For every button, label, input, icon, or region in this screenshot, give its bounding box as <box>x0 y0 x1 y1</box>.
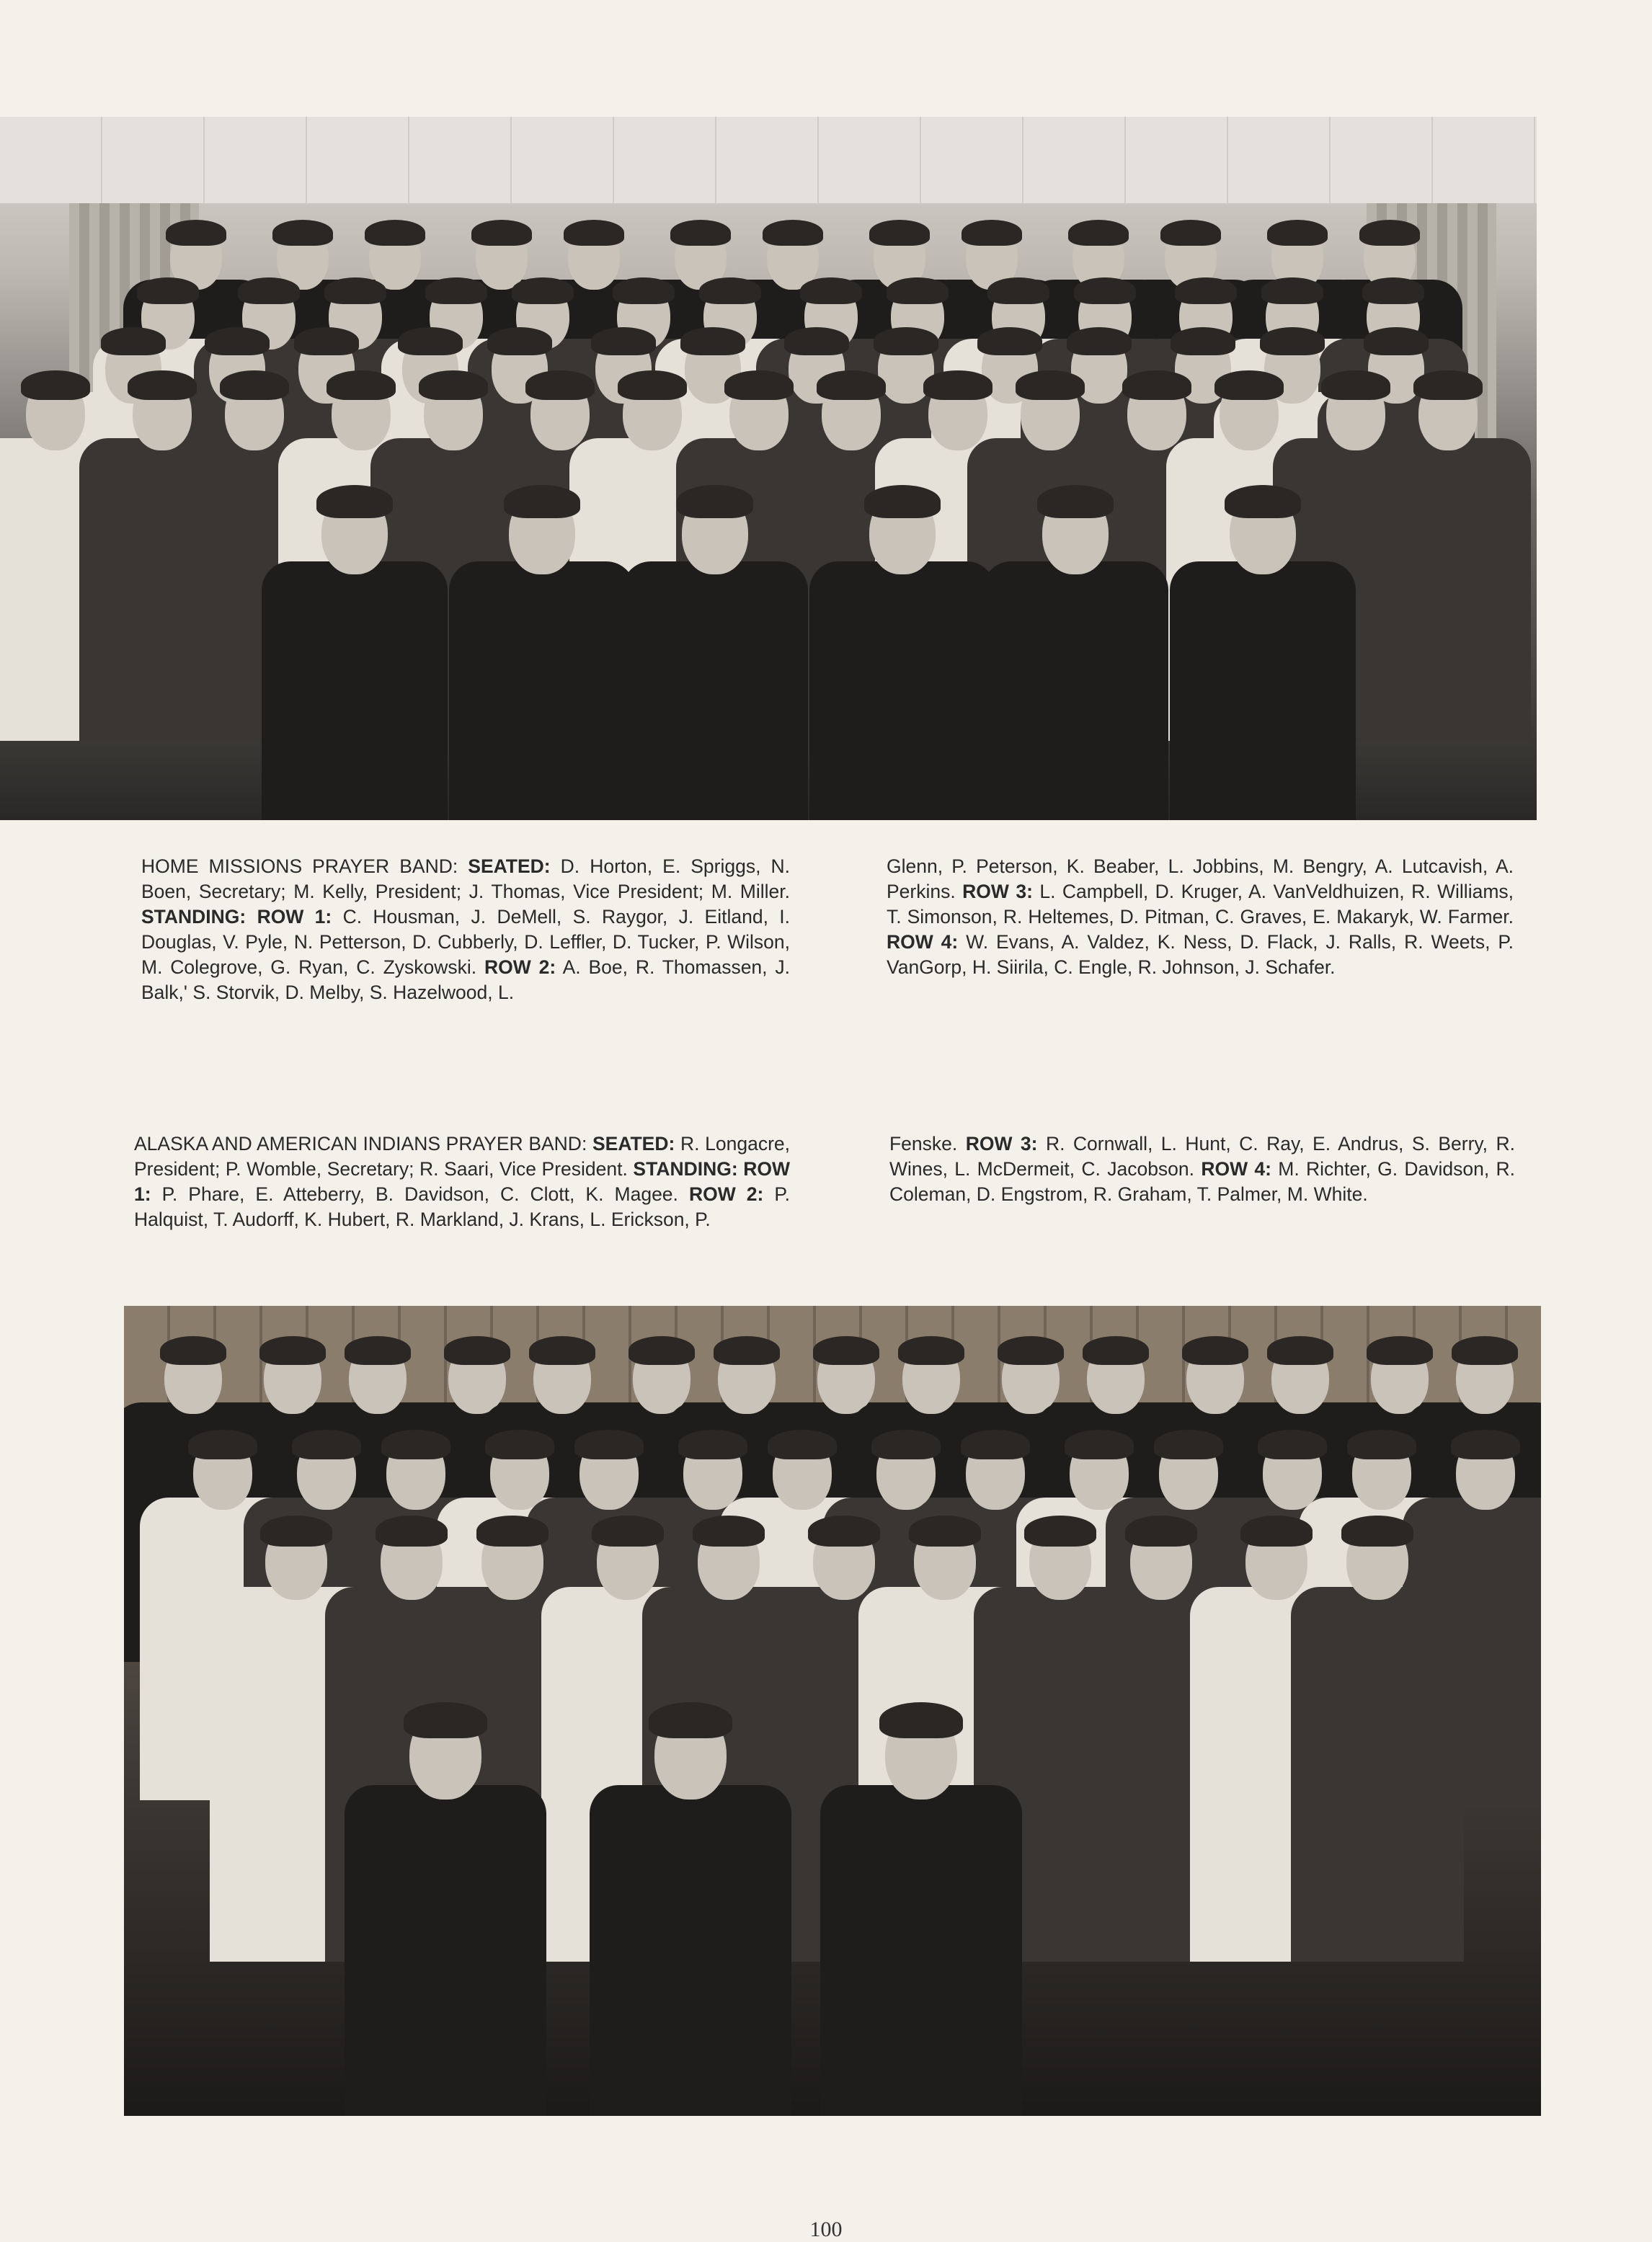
home-missions-caption: HOME MISSIONS PRAYER BAND: SEATED: D. Horton, E. Spriggs, N. Boen, Secretary; M. Kelly, President; J. Thomas, Vice President; M. Miller. STANDING: ROW 1: C. Housman, J. DeMell, S. Raygor, J. Eitland, I. Douglas, V. Pyle, N. Petterson, D. Cubberly, D. Leffler, D. Tucker, P. Wilson, M. Colegrove, G. Ryan, C. Zyskowski. ROW 2: A. Boe, R. Thomassen, J. Balk,' S. Storvik, D. Melby, S. Hazelwood, L. <box>141 855 791 1003</box>
alaska-prayer-band-caption-continued: Fenske. ROW 3: R. Cornwall, L. Hunt, C. Ray, E. Andrus, S. Berry, R. Wines, L. McDermeit, C. Jacobson. ROW 4: M. Richter, G. Davidson, R. Coleman, D. Engstrom, R. Graham, T. Palmer, M. White. <box>889 1133 1516 1205</box>
page-number: 100 <box>809 2217 843 2241</box>
home-missions-group-photo <box>0 117 1537 820</box>
alaska-prayer-band-caption: ALASKA AND AMERICAN INDIANS PRAYER BAND: SEATED: R. Longacre, President; P. Womble, Secretary; R. Saari, Vice President. STANDING: ROW 1: P. Phare, E. Atteberry, B. Davidson, C. Clott, K. Magee. ROW 2: P. Halquist, T. Audorff, K. Hubert, R. Markland, J. Krans, L. Erickson, P. <box>134 1133 791 1230</box>
alaska-prayer-band-group-photo <box>124 1306 1541 2116</box>
home-missions-caption-continued: Glenn, P. Peterson, K. Beaber, L. Jobbins, M. Bengry, A. Lutcavish, A. Perkins. ROW 3: L. Campbell, D. Kruger, A. VanVeldhuizen, R. Williams, T. Simonson, R. Heltemes, D. Pitman, C. Graves, E. Makaryk, W. Farmer. ROW 4: W. Evans, A. Valdez, K. Ness, D. Flack, J. Ralls, R. Weets, P. VanGorp, H. Siirila, C. Engle, R. Johnson, J. Schafer. <box>887 855 1514 978</box>
